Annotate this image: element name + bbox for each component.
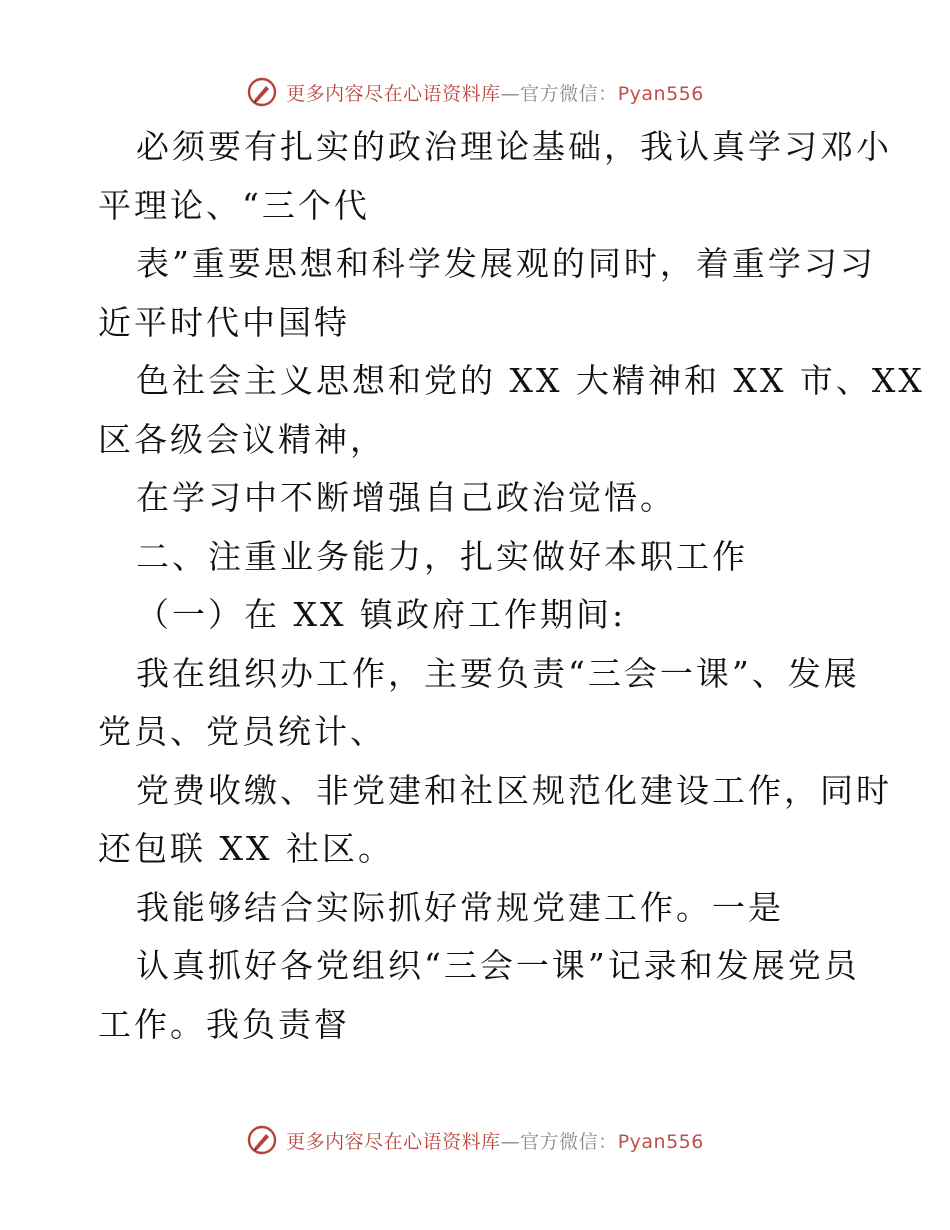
text-line: 色社会主义思想和党的 XX 大精神和 XX 市、XX — [136, 361, 925, 400]
text-line: 必须要有扎实的政治理论基础，我认真学习邓小 — [136, 127, 892, 166]
banner-wechat-id: Pyan556 — [617, 1130, 704, 1153]
banner-wechat-id: Pyan556 — [617, 82, 704, 105]
section-heading: 二、注重业务能力，扎实做好本职工作 — [136, 536, 748, 576]
subsection-heading: （一）在 XX 镇政府工作期间: — [136, 595, 627, 634]
text-line: 我在组织办工作，主要负责“三会一课”、发展 — [136, 653, 860, 693]
document-body — [98, 118, 925, 1054]
text-line: 还包联 XX 社区。 — [98, 829, 394, 868]
text-line: 在学习中不断增强自己政治觉悟。 — [136, 478, 676, 517]
text-line: 表”重要思想和科学发展观的同时，着重学习习 — [136, 244, 876, 283]
header-banner — [0, 72, 950, 112]
text-line: 工作。我负责督 — [98, 1004, 350, 1044]
pen-circle-logo-icon — [246, 1124, 278, 1156]
text-line: 区各级会议精神， — [98, 419, 386, 459]
text-line: 平理论、“三个代 — [98, 185, 370, 225]
banner-dash: — — [500, 82, 521, 105]
text-line: 党费收缴、非党建和社区规范化建设工作，同时 — [136, 770, 892, 810]
banner-official-text: 官方微信： — [520, 1130, 618, 1153]
banner-text — [286, 1127, 704, 1154]
text-line: 近平时代中国特 — [98, 302, 350, 342]
banner-official-text: 官方微信： — [520, 82, 618, 105]
banner-main-text: 更多内容尽在心语资料库 — [286, 82, 501, 105]
banner-main-text: 更多内容尽在心语资料库 — [286, 1130, 501, 1153]
pen-circle-logo-icon — [246, 76, 278, 108]
text-line: 党员、党员统计、 — [98, 712, 386, 751]
text-line: 认真抓好各党组织“三会一课”记录和发展党员 — [136, 946, 860, 985]
text-line: 我能够结合实际抓好常规党建工作。一是 — [136, 887, 784, 927]
footer-banner — [0, 1120, 950, 1160]
banner-dash: — — [500, 1130, 521, 1153]
banner-text — [286, 79, 704, 106]
